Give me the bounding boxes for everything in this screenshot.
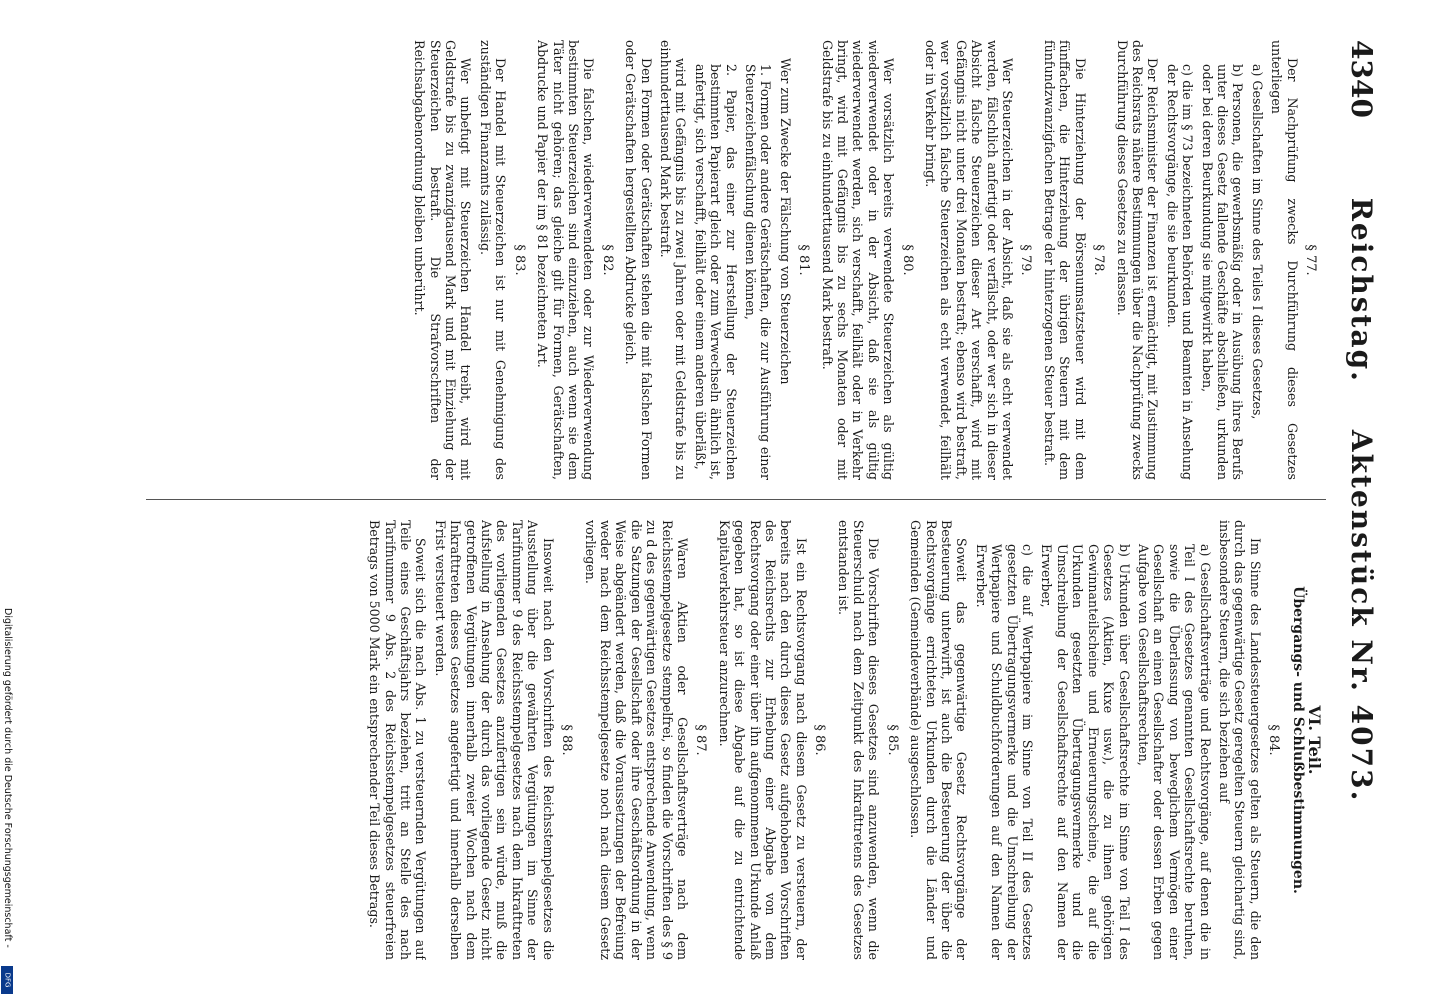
paragraph: Der Handel mit Steuerzeichen ist nur mit Genehmigung des zuständigen Finanzamts zulässig. bbox=[477, 40, 509, 480]
paragraph: Ist ein Rechtsvorgang nach diesem Gesetz zu versteuern, der bereits nach den durch dieses Gesetz aufgehobenen Vorschriften des Reichsrechts zur Erhebung einer Abgabe von dem Rechtsvorgang oder einer über ihn aufgenommenen Urkunde Anlaß gegeben hat, so ist diese Abgabe auf die zu entrichtende Kapitalverkehrsteuer anzurechnen. bbox=[716, 520, 809, 960]
list-item: b) Urkunden über Gesellschaftsrechte im Sinne von Teil I des Gesetzes (Aktien, Kuxe usw.), die zu ihnen gehörigen Gewinnanteilscheine und Erneuerungsscheine, die auf die Urkunden gesetzten Übertragungsvermerke und die Umschreibung der Gesellschaftsrechte auf den Namen der Erwerber, bbox=[1039, 544, 1132, 960]
section-heading: § 81. bbox=[796, 244, 812, 276]
section-heading: § 88. bbox=[559, 724, 575, 756]
dfg-logo bbox=[1, 966, 13, 994]
paragraph: Wer Steuerzeichen in der Absicht, daß sie als echt verwendet werden, fälschlich anfertigt oder verfälscht, oder wer sich in dieser Absicht falsche Steuerzeichen dieser Art verschafft, wird mit Gefängnis nicht unter drei Monaten bestraft; ebenso wird bestraft, wer vorsätzlich falsche Steuerzeichen als echt verwendet, feilhält oder in Verkehr bringt. bbox=[923, 40, 1016, 480]
section-heading: § 87. bbox=[693, 724, 709, 756]
list-item: a) Gesellschaftsverträge und Rechtsvorgänge, auf denen die in Teil I des Gesetzes genannten Gesellschaftsrechte beruhen, sowie die Überlassung von beweglichem Vermögen einer Gesellschaft an einen Gesellschafter oder dessen Erben gegen Aufgabe von Gesellschaftsrechten, bbox=[1135, 544, 1213, 960]
header-title: Reichstag. bbox=[1345, 197, 1378, 383]
dfg-logo-text: DFG bbox=[3, 972, 11, 988]
section-heading: § 77. bbox=[1303, 244, 1318, 276]
footer-text: Digitalisierung gefördert durch die Deutsche Forschungsgemeinschaft - bbox=[2, 608, 13, 948]
paragraph: wird mit Gefängnis bis zu zwei Jahren oder mit Geldstrafe bis zu einhunderttausend Mark bestraft. bbox=[657, 40, 689, 480]
part-subtitle: Übergangs- und Schlußbestimmungen. bbox=[1289, 586, 1306, 894]
section-heading: § 83. bbox=[511, 244, 527, 276]
paragraph: Wer zum Zwecke der Fälschung von Steuerzeichen bbox=[777, 58, 793, 385]
section-heading: § 79. bbox=[1018, 244, 1034, 276]
left-column bbox=[146, 40, 1326, 480]
paragraph: Der Nachprüfung zwecks Durchführung dieses Gesetzes unterliegen bbox=[1269, 40, 1300, 480]
section-heading: § 82. bbox=[599, 244, 615, 276]
paragraph: Insoweit nach den Vorschriften des Reichsstempelgesetzes die Ausstellung über die gewährten Vergütungen im Sinne der Tarifnummer 9 des Reichsstempelgesetzes nach dem Inkrafttreten des vorliegenden Gesetzes anzufertigen sein würde, muß die Aufstellung in Ansehung der durch das vorliegende Gesetz nicht getroffenen Vergütungen innerhalb zweier Wochen nach dem Inkrafttreten dieses Gesetzes angefertigt und innerhalb derselben Frist versteuert werden. bbox=[432, 520, 556, 960]
paragraph: Die falschen, wiederverwendeten oder zur Wiederverwendung bestimmten Steuerzeichen sind einzuziehen, auch wenn sie dem Täter nicht gehören; das gleiche gilt für Formen, Gerätschaften, Abdrucke und Papier der im § 81 bezeichneten Art. bbox=[535, 40, 597, 480]
paragraph: Wer unbefugt mit Steuerzeichen Handel treibt, wird mit Geldstrafe bis zu zwanzigtausend Mark und mit Einziehung der Steuerzeichen bestraft. Die Strafvorschriften der Reichsabgabenordnung bleiben unberührt. bbox=[412, 40, 474, 480]
header-document: Aktenstück Nr. 4073. bbox=[1345, 429, 1378, 803]
paragraph: Im Sinne des Landessteuergesetzes gelten als Steuern, die den durch das gegenwärtige Gesetz geregelten Steuern gleichartig sind, insbesondere Steuern, die sich beziehen auf bbox=[1216, 520, 1263, 960]
column-divider bbox=[146, 499, 1326, 500]
paragraph: Den Formen oder Gerätschaften stehen die mit falschen Formen oder Gerätschaften hergestellten Abdrucke gleich. bbox=[623, 40, 654, 480]
list-item: 2. Papier, das einer zur Herstellung der Steuerzeichen bestimmten Papierart gleich oder zum Verwechseln ähnlich ist, anfertigt, sich verschafft, feilhält oder einem anderen überläßt, bbox=[692, 64, 739, 480]
section-heading: § 78. bbox=[1091, 244, 1107, 276]
page-number: 4340 bbox=[1345, 40, 1378, 118]
list-item: a) Gesellschaften im Sinne des Teiles I dieses Gesetzes, bbox=[1249, 64, 1265, 420]
part-heading: VI. Teil. bbox=[1305, 705, 1324, 775]
right-column bbox=[146, 520, 1326, 960]
paragraph: Die Vorschriften dieses Gesetzes sind anzuwenden, wenn die Steuerschuld nach dem Zeitpunkt des Inkrafttretens des Gesetzes entstanden ist. bbox=[835, 520, 882, 960]
section-heading: § 80. bbox=[899, 244, 915, 276]
paragraph: Waren Aktien oder Gesellschaftsverträge nach dem Reichsstempelgesetze stempelfrei, so finden die Vorschriften des § 9 zu d des gegenwärtigen Gesetzes entsprechende Anwendung, wenn die Satzungen der Gesellschaft oder ihre Geschäftsordnung in der Weise abgeändert werden, daß die Voraussetzungen der Befreiung weder nach dem Reichsstempelgesetze noch nach diesem Gesetz vorliegen. bbox=[582, 520, 690, 960]
list-item: c) die im § 73 bezeichneten Behörden und Beamten in Ansehung der Rechtsvorgänge, die sie beurkunden. bbox=[1164, 64, 1196, 480]
list-item: 1. Formen oder andere Gerätschaften, die zur Ausführung einer Steuerzeichenfälschung dienen können, bbox=[743, 64, 774, 480]
section-heading: § 84. bbox=[1266, 724, 1282, 756]
section-heading: § 86. bbox=[812, 724, 828, 756]
list-item: c) die auf Wertpapiere im Sinne von Teil II des Gesetzes gesetzten Übertragungsvermerke und die Umschreibung der Wertpapiere und Schuldbuchforderungen auf den Namen der Erwerber. bbox=[973, 544, 1036, 960]
paragraph: Soweit das gegenwärtige Gesetz Rechtsvorgänge der Besteuerung unterwirft, ist auch die Besteuerung der über die Rechtsvorgänge errichteten Urkunden durch die Länder und Gemeinden (Gemeindeverbände) ausgeschlossen. bbox=[908, 520, 970, 960]
paragraph: Der Reichsminister der Finanzen ist ermächtigt, mit Zustimmung des Reichsrats nähere Bestimmungen über die Nachprüfung zwecks Durchführung dieses Gesetzes zu erlassen. bbox=[1114, 40, 1161, 480]
section-heading: § 85. bbox=[884, 724, 900, 756]
paragraph: Die Hinterziehung der Börsenumsatzsteuer wird mit dem fünffachen, die Hinterziehung der übrigen Steuern mit dem fünfundzwanzigfachen Betrage der hinterzogenen Steuer bestraft. bbox=[1041, 40, 1088, 480]
list-item: b) Personen, die gewerbsmäßig oder in Ausübung ihres Berufs unter dieses Gesetz fallende Geschäfte abschließen, urkunden oder bei deren Beurkundung sie mitgewirkt haben, bbox=[1199, 64, 1246, 480]
paragraph: Wer vorsätzlich bereits verwendete Steuerzeichen als gültig wiederverwendet oder in der Absicht, daß sie als gültig wiederverwendet werden, sich verschafft, feilhält oder in Verkehr bringt, wird mit Gefängnis bis zu sechs Monaten oder mit Geldstrafe bis zu einhunderttausend Mark bestraft. bbox=[819, 40, 897, 480]
digitization-footer bbox=[1, 608, 13, 1000]
paragraph: Soweit sich die nach Abs. 1 zu versteuernden Vergütungen auf Teile eines Geschäftsjahrs beziehen, tritt an Stelle des nach Tarifnummer 9 Abs. 2 des Reichsstempelgesetzes steuerfreien Betrags von 5000 Mark ein entsprechender Teil dieses Betrags. bbox=[367, 520, 429, 960]
page-header bbox=[1338, 40, 1378, 960]
